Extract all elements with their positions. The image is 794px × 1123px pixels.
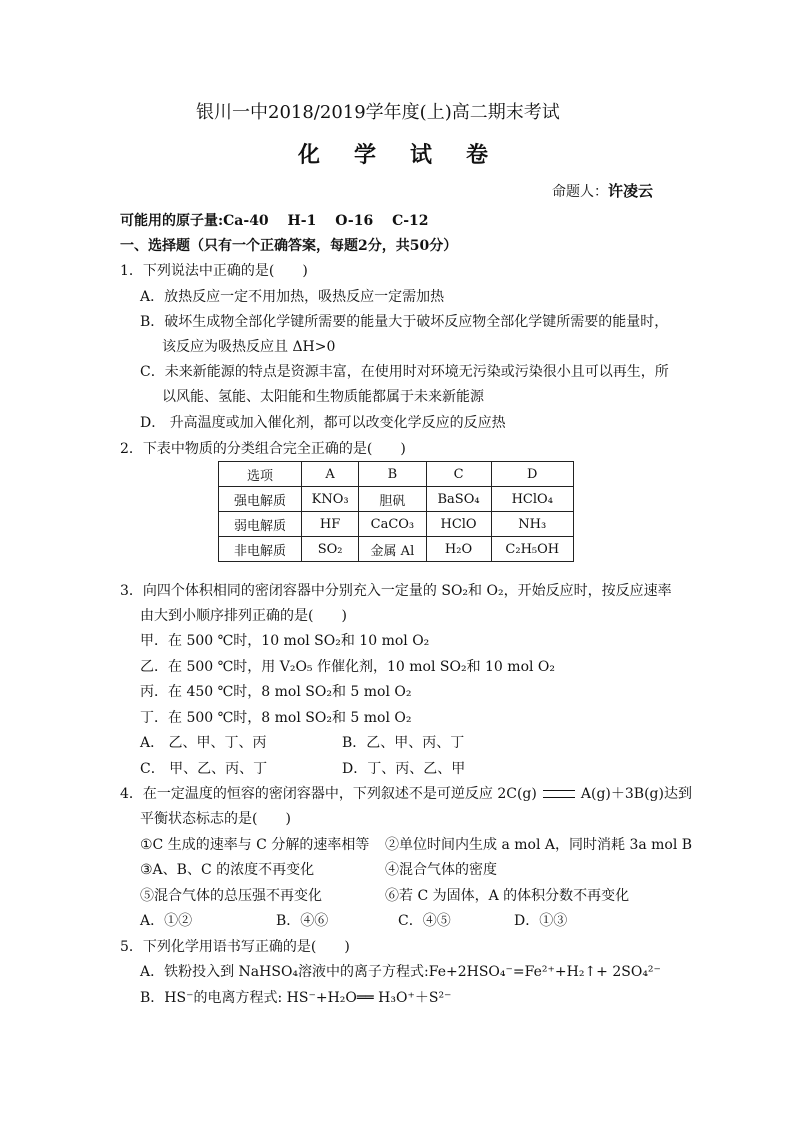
table-cell: HF bbox=[302, 512, 359, 537]
q5-stem: 5．下列化学用语书写正确的是( ) bbox=[120, 939, 350, 955]
q4-item-3: ③A、B、C 的浓度不再变化 bbox=[140, 862, 315, 878]
q3-option-a: A． 乙、甲、丁、丙 bbox=[140, 735, 267, 751]
table-header-cell: B bbox=[359, 462, 426, 487]
table-cell: 弱电解质 bbox=[219, 512, 302, 537]
q3-stem-line1: 3．向四个体积相同的密闭容器中分别充入一定量的 SO₂和 O₂，开始反应时，按反应速率 bbox=[120, 583, 672, 599]
table-cell: HClO₄ bbox=[491, 487, 573, 512]
q1-option-a: A．放热反应一定不用加热，吸热反应一定需加热 bbox=[140, 289, 445, 305]
table-row bbox=[219, 537, 574, 562]
q3-condition-yi: 乙．在 500 ℃时，用 V₂O₅ 作催化剂，10 mol SO₂和 10 mol O₂ bbox=[140, 659, 556, 675]
q4-item-1: ①C 生成的速率与 C 分解的速率相等 bbox=[140, 837, 370, 853]
q4-option-a: A．①② bbox=[140, 913, 193, 929]
table-cell: 金属 Al bbox=[359, 537, 426, 562]
table-cell: 强电解质 bbox=[219, 487, 302, 512]
q1-option-b-line1: B．破坏生成物全部化学键所需要的能量大于破坏反应物全部化学键所需要的能量时， bbox=[140, 314, 669, 330]
q5-option-a: A．铁粉投入到 NaHSO₄溶液中的离子方程式:Fe+2HSO₄⁻=Fe²⁺+H₂↑+ 2SO₄²⁻ bbox=[140, 964, 661, 980]
author-label: 命题人： bbox=[552, 184, 608, 200]
table-cell: BaSO₄ bbox=[426, 487, 491, 512]
table-cell: KNO₃ bbox=[302, 487, 359, 512]
table-cell: CaCO₃ bbox=[359, 512, 426, 537]
author-name: 许凌云 bbox=[608, 182, 654, 200]
q4-item-6: ⑥若 C 为固体，A 的体积分数不再变化 bbox=[385, 888, 630, 904]
table-header-row bbox=[219, 462, 574, 487]
q3-option-b: B．乙、甲、丙、丁 bbox=[342, 735, 465, 751]
q4-item-4: ④混合气体的密度 bbox=[385, 862, 497, 878]
q3-condition-bing: 丙．在 450 ℃时，8 mol SO₂和 5 mol O₂ bbox=[140, 684, 412, 700]
table-row bbox=[219, 487, 574, 512]
q1-option-b-line2: 该反应为吸热反应且 ΔH>0 bbox=[162, 339, 336, 355]
table-cell: H₂O bbox=[426, 537, 491, 562]
q3-condition-ding: 丁．在 500 ℃时，8 mol SO₂和 5 mol O₂ bbox=[140, 710, 412, 726]
q1-option-c-line1: C．未来新能源的特点是资源丰富，在使用时对环境无污染或污染很小且可以再生，所 bbox=[140, 364, 669, 380]
table-header-cell: A bbox=[302, 462, 359, 487]
author-line bbox=[552, 180, 653, 201]
equilibrium-arrow-icon bbox=[543, 790, 575, 798]
q4-stem-line2: 平衡状态标志的是( ) bbox=[140, 811, 291, 827]
q4-stem-part2: A(g)＋3B(g)达到 bbox=[580, 786, 692, 802]
q4-option-c: C．④⑤ bbox=[398, 913, 451, 929]
q1-stem: 1．下列说法中正确的是( ) bbox=[120, 263, 308, 279]
q4-stem-line1 bbox=[120, 783, 692, 803]
q3-option-c: C． 甲、乙、丙、丁 bbox=[140, 761, 268, 777]
exam-title: 银川一中2018/2019学年度(上)高二期末考试 bbox=[196, 102, 560, 123]
table-cell: SO₂ bbox=[302, 537, 359, 562]
table-header-cell: 选项 bbox=[219, 462, 302, 487]
q1-option-d: D． 升高温度或加入催化剂，都可以改变化学反应的反应热 bbox=[140, 415, 506, 431]
table-cell: NH₃ bbox=[491, 512, 573, 537]
classification-table bbox=[218, 461, 574, 562]
table-cell: 胆矾 bbox=[359, 487, 426, 512]
q4-stem-part1: 4．在一定温度的恒容的密闭容器中，下列叙述不是可逆反应 2C(g) bbox=[120, 786, 537, 802]
q1-option-c-line2: 以风能、氢能、太阳能和生物质能都属于未来新能源 bbox=[162, 389, 484, 405]
table-cell: 非电解质 bbox=[219, 537, 302, 562]
q2-stem: 2．下表中物质的分类组合完全正确的是( ) bbox=[120, 441, 406, 457]
paper-subtitle: 化学试卷 bbox=[298, 142, 523, 168]
q4-item-5: ⑤混合气体的总压强不再变化 bbox=[140, 888, 322, 904]
table-cell: C₂H₅OH bbox=[491, 537, 573, 562]
table-header-cell: D bbox=[491, 462, 573, 487]
q5-option-b: B．HS⁻的电离方程式: HS⁻+H₂O══ H₃O⁺＋S²⁻ bbox=[140, 990, 452, 1006]
q4-item-2: ②单位时间内生成 a mol A，同时消耗 3a mol B bbox=[385, 837, 693, 853]
q3-condition-jia: 甲．在 500 ℃时，10 mol SO₂和 10 mol O₂ bbox=[140, 633, 430, 649]
section-heading: 一、选择题（只有一个正确答案，每题2分，共50分） bbox=[120, 238, 458, 254]
q4-option-b: B．④⑥ bbox=[276, 913, 329, 929]
q3-stem-line2: 由大到小顺序排列正确的是( ) bbox=[140, 608, 347, 624]
table-cell: HClO bbox=[426, 512, 491, 537]
q4-option-d: D．①③ bbox=[514, 913, 568, 929]
table-row bbox=[219, 512, 574, 537]
atomic-masses: 可能用的原子量:Ca-40 H-1 O-16 C-12 bbox=[120, 213, 429, 229]
q3-option-d: D．丁、丙、乙、甲 bbox=[342, 761, 466, 777]
table-header-cell: C bbox=[426, 462, 491, 487]
